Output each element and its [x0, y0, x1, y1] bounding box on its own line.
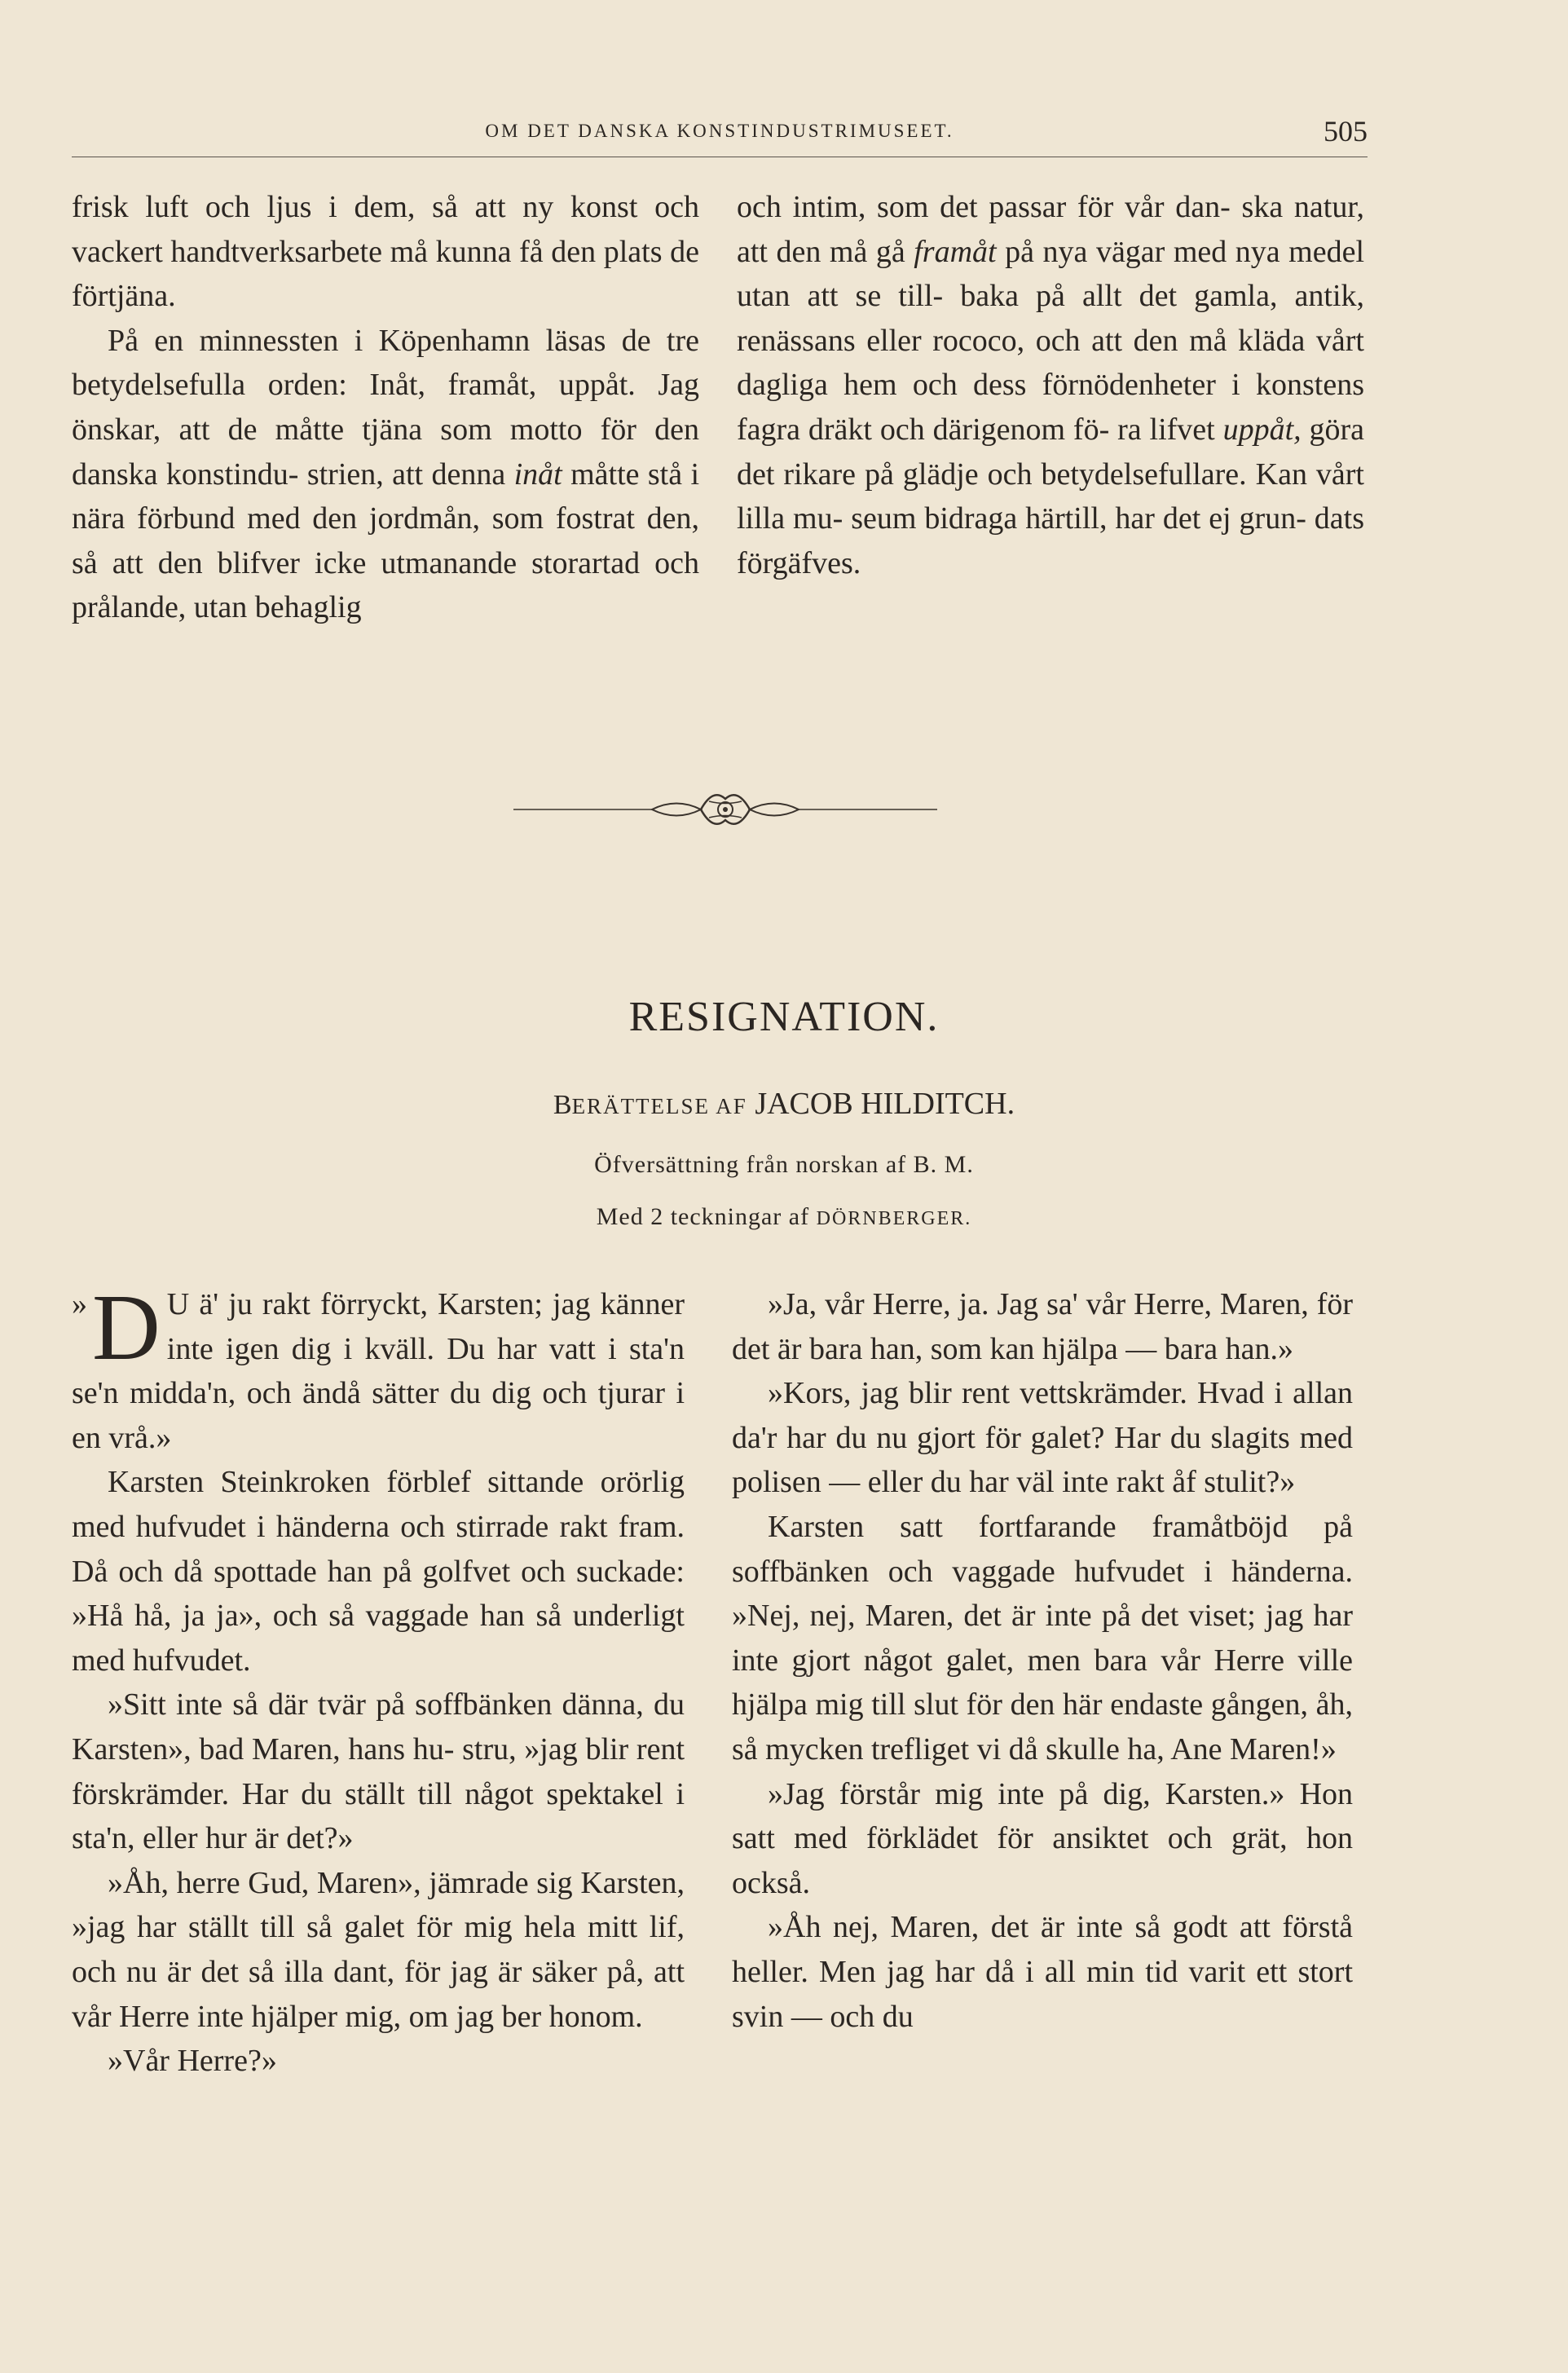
text-line: galet? Har du slagits med polisen —: [732, 1420, 1353, 1500]
paragraph: [72, 1861, 685, 2039]
text-line: åh, så mycken trefliget vi då skulle ha,: [732, 1687, 1354, 1767]
text-line: att förstå heller. Men jag har då i all: [732, 1910, 1353, 1989]
text-line: ställt till något spektakel i sta'n, eller: [72, 1776, 685, 1856]
text-line: som motto för den danska konstindu-: [72, 412, 700, 492]
text-line: U ä' ju rakt förryckt, Karsten; jag: [166, 1287, 591, 1321]
page-number: 505: [1324, 115, 1368, 148]
text-line: konstens fagra dräkt och därigenom fö-: [737, 368, 1364, 447]
text-line: dats förgäfves.: [737, 501, 1365, 580]
text-line: grät, hon också.: [732, 1821, 1354, 1900]
text-line: — bara han.»: [1125, 1331, 1294, 1366]
text-line: »Kors, jag blir rent vettskrämder.: [768, 1376, 1187, 1411]
paragraph: [72, 1683, 685, 1860]
text-line: Hon satt med förklädet för ansiktet och: [732, 1776, 1354, 1856]
text-line: Karsten, »jag har ställt till så galet för: [72, 1865, 685, 1945]
paragraph: [732, 1905, 1353, 2039]
text-line: min tid varit ett stort svin — och du: [732, 1954, 1353, 2034]
text-line: seum bidraga härtill, har det ej grun-: [851, 501, 1306, 536]
paragraph-opening: [72, 1276, 685, 1460]
ornament-divider: [513, 781, 937, 838]
text-line: Ane Maren!»: [1170, 1731, 1337, 1767]
text-line: »Åh, herre Gud, Maren», jämrade sig: [108, 1865, 573, 1900]
running-title: OM DET DANSKA KONSTINDUSTRIMUSEET.: [485, 121, 954, 141]
paragraph: [72, 319, 699, 630]
text-line: baka på allt det gamla, antik, renässans: [737, 279, 1365, 358]
text-line: känner inte igen dig i kväll. Du: [166, 1287, 685, 1366]
open-quote: »: [72, 1287, 87, 1321]
article-end-right-column: [737, 185, 1364, 585]
text-line: de tre betydelsefulla orden: Inåt, framåt,: [72, 323, 700, 403]
text-line: och betydelsefullare. Kan vårt lilla mu-: [737, 457, 1364, 536]
translation-credit: Öfversättning från norskan af B. M.: [594, 1151, 974, 1178]
text-line: dagliga hem och dess förnödenheter i: [737, 368, 1240, 403]
text-line: eller rococo, och att den må kläda vårt: [866, 323, 1364, 358]
illustration-lead: Med 2 teckningar af: [596, 1203, 810, 1230]
story-left-column: [72, 1276, 685, 2084]
article-end-left-column: [72, 185, 699, 630]
text-line: hur är det?»: [205, 1821, 354, 1856]
paragraph: [72, 185, 699, 319]
emphasis-inat: inåt: [513, 457, 562, 492]
drop-cap: D: [92, 1276, 161, 1380]
text-line: Hvad i allan da'r har du nu gjort för: [732, 1376, 1354, 1455]
text-line: dant, för jag är säker på, att vår Herre: [72, 1954, 685, 2034]
text-line: med hufvudet.: [72, 1643, 251, 1678]
text-line: på det viset; jag har inte gjort något: [732, 1599, 1354, 1678]
text-line: galet, men bara vår Herre ville hjälpa: [732, 1643, 1353, 1722]
text-line: och intim, som det passar för vår dan-: [737, 190, 1231, 224]
text-line: ra lifvet: [1117, 412, 1215, 447]
text-line: orörlig med hufvudet i händerna och: [72, 1465, 685, 1544]
text-line: inte hjälper mig, om jag ber honom.: [197, 1999, 643, 2034]
text-line: frisk luft och ljus i dem, så att ny konst: [72, 190, 638, 224]
text-line: mig till slut för den här endaste gången,: [815, 1687, 1309, 1722]
text-line: på soffbänken och vaggade hufvudet i: [732, 1509, 1353, 1589]
emphasis-uppat: uppåt,: [1222, 412, 1302, 447]
text-line: strien, att denna: [306, 457, 506, 492]
text-line: mig hela mitt lif, och nu är det så illa: [72, 1910, 685, 1989]
text-line: ska natur, att den må gå: [737, 190, 1364, 269]
paragraph: [732, 1772, 1353, 1906]
text-line: »Vår Herre?»: [108, 2044, 277, 2079]
byline-lead: ERÄTTELSE AF: [571, 1094, 747, 1118]
text-line: »Sitt inte så där tvär på soffbänken: [108, 1687, 553, 1722]
paragraph: [732, 1505, 1353, 1772]
text-line: har vatt i sta'n se'n midda'n, och ändå: [72, 1331, 685, 1411]
emphasis-framat: framåt: [914, 234, 997, 269]
text-line: förbund med den jordmån, som fostrat: [137, 501, 635, 536]
paragraph: [72, 2039, 685, 2084]
illustration-credit: [0, 1203, 1568, 1231]
text-line: stirrade rakt fram. Då och då spottade: [72, 1509, 685, 1589]
text-line: uppåt. Jag önskar, att de måtte tjäna: [72, 368, 699, 447]
text-line: »Åh nej, Maren, det är inte så godt: [768, 1910, 1228, 1945]
text-line: händerna. »Nej, nej, Maren, det är inte: [732, 1554, 1354, 1634]
text-line: ja ja», och så vaggade han så underligt: [183, 1599, 685, 1634]
paragraph: [737, 185, 1364, 585]
text-line: stru, »jag blir rent förskrämder. Har du: [72, 1731, 685, 1811]
text-line: storartad och prålande, utan behaglig: [72, 545, 700, 625]
text-line: vägar med nya medel utan att se till-: [737, 234, 1365, 314]
text-line: och vackert handtverksarbete må kunna: [72, 190, 700, 269]
paragraph: [732, 1282, 1353, 1371]
text-line: den, så att den blifver icke utmanande: [72, 501, 700, 580]
text-line: dänna, du Karsten», bad Maren, hans hu-: [72, 1687, 685, 1767]
text-line: Maren, för det är bara han, som kan hjälpa: [732, 1287, 1354, 1366]
story-right-column: [732, 1282, 1353, 2039]
byline-lead-initial: B: [553, 1090, 572, 1120]
text-line: På en minnessten i Köpenhamn läsas: [108, 323, 606, 358]
text-line: Karsten Steinkroken förblef sittande: [108, 1465, 584, 1500]
author-name: JACOB HILDITCH.: [755, 1087, 1015, 1121]
story-title: RESIGNATION.: [628, 994, 940, 1040]
text-line: göra det rikare på glädje: [737, 412, 1365, 492]
paragraph: [732, 1371, 1353, 1505]
text-line: han på golfvet och suckade: »Hå hå,: [72, 1554, 685, 1634]
text-line: Karsten satt fortfarande framåtböjd: [768, 1509, 1288, 1544]
text-line: sätter du dig och tjurar i en vrå.»: [72, 1376, 685, 1455]
running-head: [72, 114, 1368, 157]
illustrator-name: DÖRNBERGER.: [816, 1208, 972, 1229]
text-line: eller du har väl inte rakt åf stulit?»: [867, 1465, 1296, 1500]
text-line: måtte stå i nära: [72, 457, 700, 536]
story-byline: [0, 1086, 1568, 1122]
text-line: »Jag förstår mig inte på dig, Karsten.»: [768, 1776, 1285, 1811]
paragraph: [72, 1460, 685, 1683]
text-line: få den plats de förtjäna.: [72, 234, 699, 314]
text-line: på nya: [1005, 234, 1088, 269]
text-line: »Ja, vår Herre, ja. Jag sa' vår Herre,: [768, 1287, 1213, 1321]
